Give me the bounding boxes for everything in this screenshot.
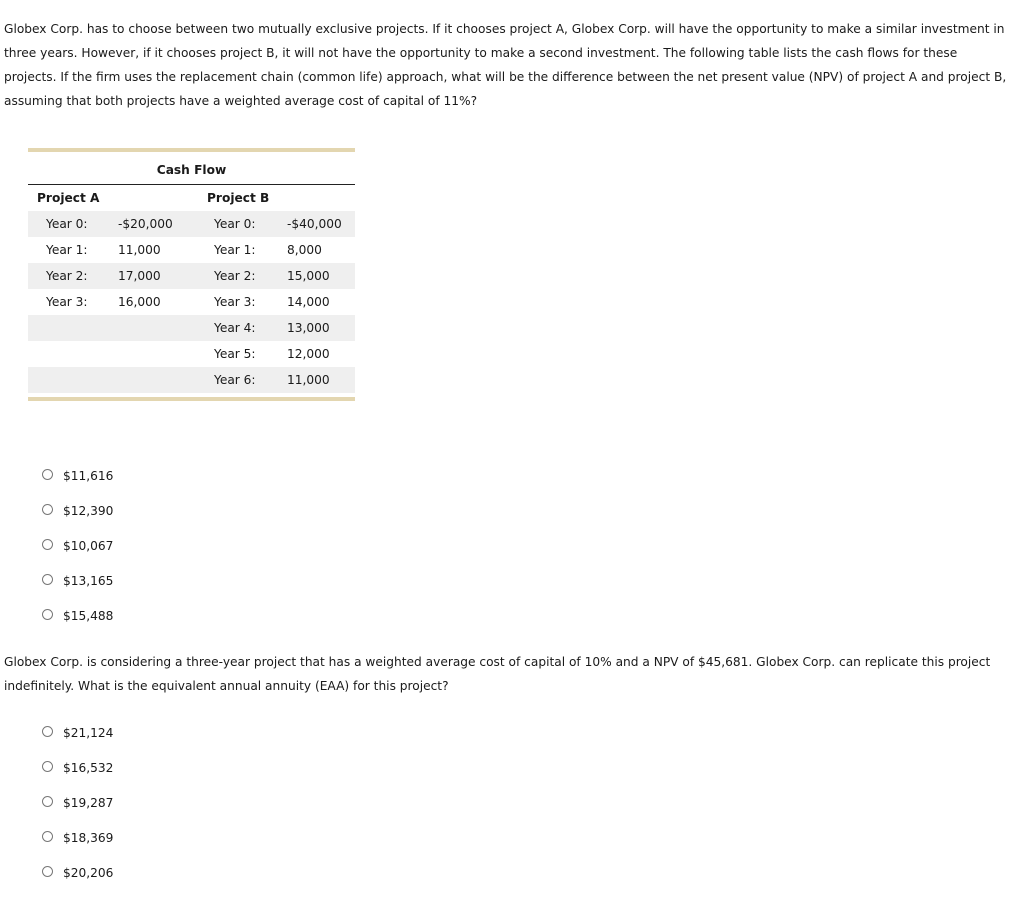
answer-option[interactable] [42,528,113,563]
radio-button[interactable] [42,831,53,842]
cash-flow-header: Cash Flow [28,156,355,185]
project-a-label: Project A [37,191,100,205]
answer-option[interactable] [42,715,113,750]
project-a-cash-flow [118,315,207,341]
cash-flow-table [28,148,355,401]
table-row [28,341,355,367]
answer-option[interactable] [42,563,113,598]
radio-button[interactable] [42,866,53,877]
table-row [28,315,355,341]
answer-option[interactable] [42,750,113,785]
project-a-year-label: Year 2: [28,263,118,289]
project-a-year-label [28,341,118,367]
radio-button[interactable] [42,539,53,550]
project-a-cash-flow [118,367,207,393]
answer-option-label: $20,206 [63,865,114,880]
project-b-year-label: Year 2: [207,263,287,289]
table-row [28,289,355,315]
project-b-cash-flow: 12,000 [287,347,330,361]
project-b-cash-flow: 11,000 [287,367,355,393]
project-b-year-label: Year 6: [207,367,287,393]
table-row [28,263,355,289]
project-b-cash-flow: 15,000 [287,263,355,289]
answer-option[interactable] [42,820,113,855]
radio-button[interactable] [42,574,53,585]
answer-option-label: $21,124 [63,725,114,740]
radio-button[interactable] [42,761,53,772]
table-row [28,237,355,263]
answer-option-label: $12,390 [63,503,114,518]
project-a-year-label: Year 0: [28,211,118,237]
answer-option[interactable] [42,785,113,820]
project-a-cash-flow [118,341,207,367]
question-2-text: Globex Corp. is considering a three-year project that has a weighted average cost of capital of 10% and a NPV of $45,681. Globex Corp. can replicate this project indefinitely. What is the equivalent annual annuity (EAA) for this project? [4,655,991,693]
answer-option-label: $10,067 [63,538,114,553]
project-a-cash-flow: 17,000 [118,263,207,289]
answer-option[interactable] [42,855,113,890]
radio-button[interactable] [42,609,53,620]
table-bottom-rule [28,397,355,401]
answer-option-label: $19,287 [63,795,114,810]
radio-button[interactable] [42,469,53,480]
project-b-cash-flow: -$40,000 [287,211,355,237]
radio-button[interactable] [42,504,53,515]
table-row [28,367,355,393]
answer-option-label: $15,488 [63,608,114,623]
project-a-year-label: Year 1: [46,243,88,257]
answer-option-label: $18,369 [63,830,114,845]
answer-option[interactable] [42,598,113,633]
project-a-year-label [28,367,118,393]
project-a-year-label: Year 3: [46,295,88,309]
project-b-year-label: Year 0: [207,211,287,237]
question-1-options [42,458,113,633]
project-b-year-label: Year 5: [214,347,256,361]
project-a-year-label [28,315,118,341]
project-b-cash-flow: 13,000 [287,315,355,341]
project-b-year-label: Year 1: [214,243,256,257]
answer-option-label: $11,616 [63,468,114,483]
question-2-options [42,715,113,890]
answer-option[interactable] [42,458,113,493]
project-b-year-label: Year 3: [214,295,256,309]
answer-option[interactable] [42,493,113,528]
radio-button[interactable] [42,726,53,737]
project-b-cash-flow: 8,000 [287,243,322,257]
project-b-label: Project B [207,191,270,205]
answer-option-label: $16,532 [63,760,114,775]
project-a-cash-flow: 16,000 [118,295,161,309]
project-b-cash-flow: 14,000 [287,295,330,309]
project-a-cash-flow: -$20,000 [118,211,207,237]
question-1-text: Globex Corp. has to choose between two mutually exclusive projects. If it chooses project A, Globex Corp. will have the opportunity to make a similar investment in three years. However, if it chooses project B, it will not have the opportunity to make a second investment. The following table lists the cash flows for these projects. If the firm uses the replacement chain (common life) approach, what will be the difference between the net present value (NPV) of project A and project B, assuming that both projects have a weighted average cost of capital of 11%? [4,22,1007,108]
project-a-cash-flow: 11,000 [118,243,161,257]
project-b-year-label: Year 4: [207,315,287,341]
table-row [28,211,355,237]
answer-option-label: $13,165 [63,573,114,588]
radio-button[interactable] [42,796,53,807]
